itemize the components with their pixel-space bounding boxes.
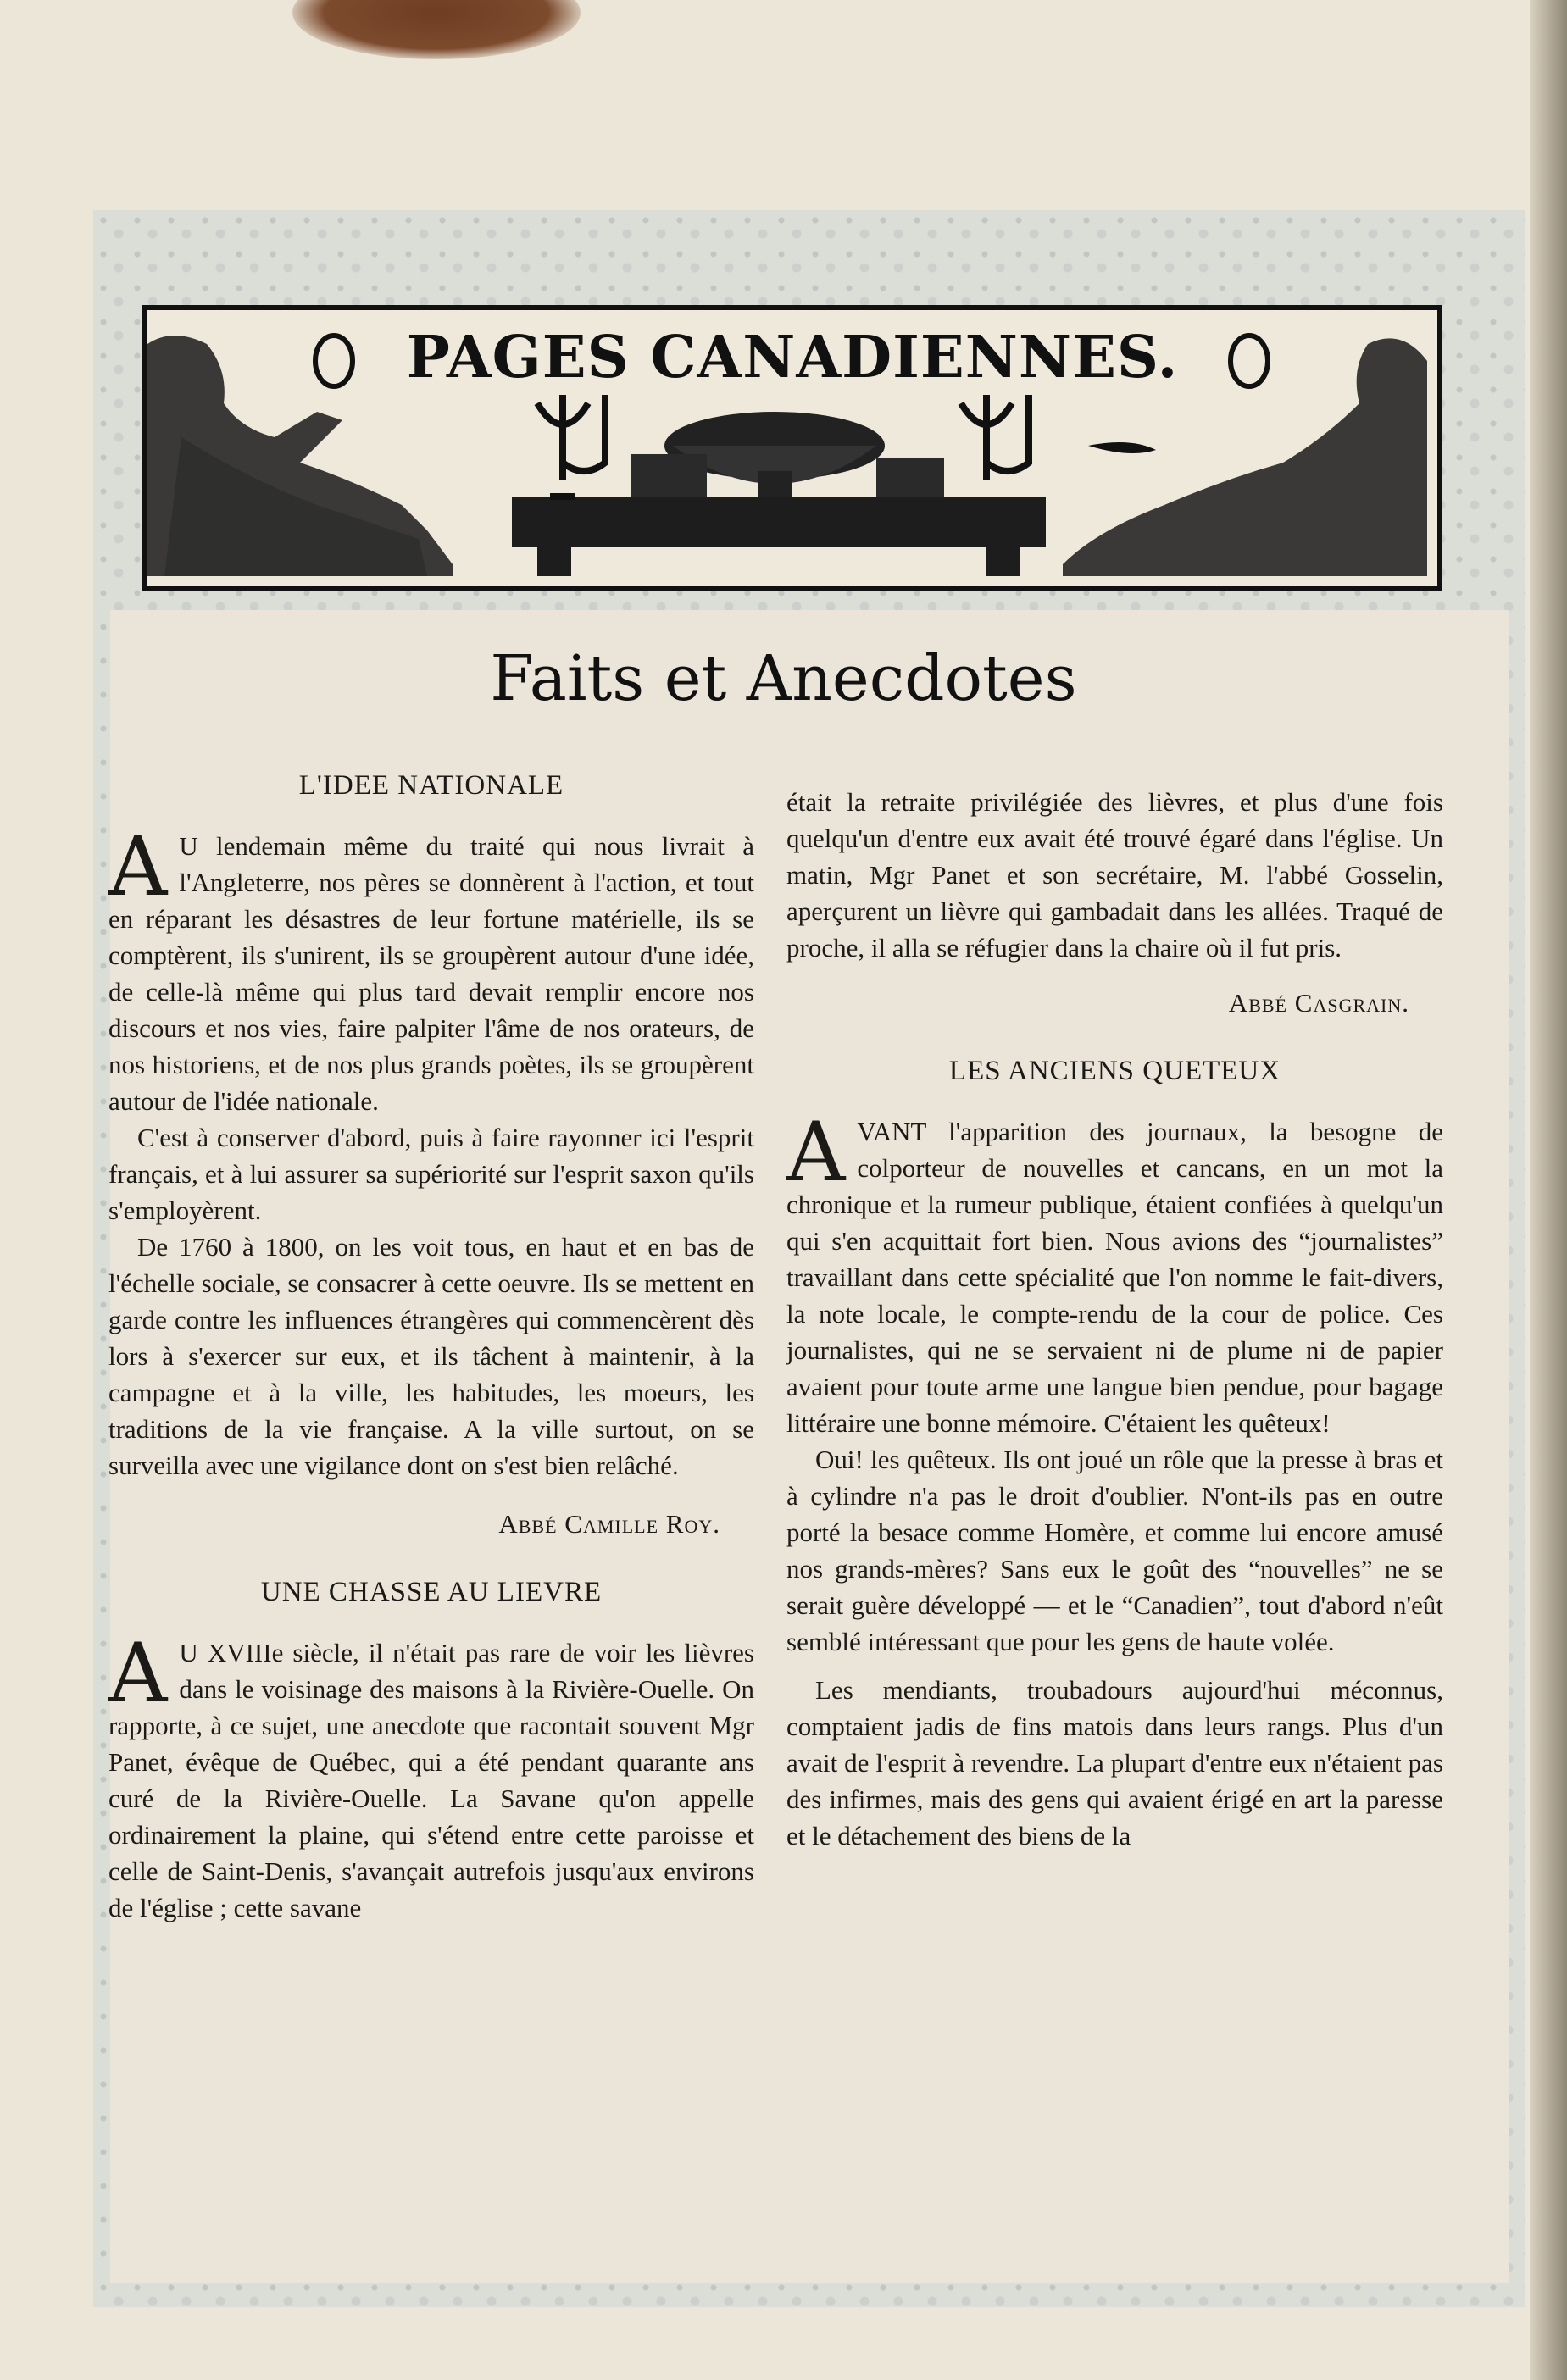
drop-cap: A bbox=[786, 1105, 846, 1200]
article-heading-anciens-queteux: LES ANCIENS QUETEUX bbox=[948, 1056, 1281, 1086]
page-stain bbox=[292, 0, 581, 59]
article-paragraph: Les mendiants, troubadours aujourd'hui méconnus, comptaient jadis de fins matois dans leurs rangs. Plus d'un avait de l'esprit à revendre. La plupart d'entre eux n'étaient pas des infirmes, mais des gens qui avaient érigé en art la paresse et le détachement des biens de la bbox=[786, 1675, 1443, 1850]
article-paragraph-continued: était la retraite privilégiée des lièvres, et plus d'une fois quelqu'un d'entre eux avait été trouvé égaré dans l'église. Un matin, Mgr Panet et son secrétaire, M. l'abbé Gosselin, aperçurent un lièvre qui gambadait dans les allées. Traqué de proche, il alla se réfugier dans la chaire où il fut pris. bbox=[786, 787, 1443, 963]
article-paragraph: Oui! les quêteux. Ils ont joué un rôle que la presse à bras et à cylindre n'a pas le droit d'oublier. N'ont-ils pas en outre porté la besace comme Homère, et comme lui encore amusé nos grands-mères? Sans eux le goût des “nouvelles” ne se serait guère développé — et le “Canadien”, tout d'abord n'eût semblé intéressant que pour les gens de haute volée. bbox=[786, 1445, 1443, 1656]
article-paragraph: C'est à conserver d'abord, puis à faire rayonner ici l'esprit français, et à lui assurer sa supériorité sur l'esprit saxon qu'ils s'employèrent. bbox=[108, 1123, 754, 1225]
drop-cap: A bbox=[108, 819, 168, 914]
article-paragraph: De 1760 à 1800, on les voit tous, en haut et en bas de l'échelle sociale, se consacrer à cette oeuvre. Ils se mettent en garde contre les influences étrangères qui commencèrent dès lors à s'exercer sur eux, et ils tâchent à maintenir, à la campagne et à la ville, les habitudes, les moeurs, les traditions de la vie française. A la ville surtout, on se surveilla avec une vigilance dont on s'est bien relâché. bbox=[108, 1232, 754, 1480]
page-title: Faits et Anecdotes bbox=[490, 642, 1077, 715]
right-column bbox=[786, 784, 1443, 1854]
article-paragraph: A U XVIIIe siècle, il n'était pas rare de voir les lièvres dans le voisinage des maisons à la Rivière-Ouelle. On rapporte, à ce sujet, une anecdote que racontait souvent Mgr Panet, évêque de Québec, qui a été pendant quarante ans curé de la Rivière-Ouelle. La Savane qu'on appelle ordinairement la plaine, qui s'étend entre cette paroisse et celle de Saint-Denis, s'avançait autrefois jusqu'aux environs de l'église ; cette savane bbox=[108, 1626, 754, 1922]
header-banner bbox=[142, 305, 1442, 591]
page-edge bbox=[1530, 0, 1567, 2380]
article-paragraph: AVANT l'apparition des journaux, la besogne de colporteur de nouvelles et cancans, en un mot la chronique et la rumeur publique, étaient confiées à quelqu'un qui s'en acquittait fort bien. Nous avions des “journalistes” travaillant dans cette spécialité que l'on nomme le fait-divers, la note locale, le compte-rendu de la cour de police. Ces journalistes, qui ne se servaient ni de plume ni de papier avaient pour toute arme une langue bien pendue, pour bagage littéraire une bonne mémoire. C'étaient les quêteux! bbox=[786, 1105, 1443, 1438]
article-author: Abbé Casgrain. bbox=[1228, 988, 1409, 1018]
article-paragraph: A U lendemain même du traité qui nous livrait à l'Angleterre, nos pères se donnèrent à l'action, et tout en réparant les désastres de leur fortune matérielle, ils se comptèrent, ils s'unirent, ils se groupèrent autour d'une idée, de celle-là même qui plus tard devait remplir encore nos discours et nos vies, faire palpiter l'âme de nos orateurs, de nos historiens, et de nos plus grands poètes, ils se groupèrent autour de l'idée nationale. bbox=[108, 819, 754, 1116]
article-heading-chasse-au-lievre: UNE CHASSE AU LIEVRE bbox=[260, 1577, 603, 1607]
left-column bbox=[108, 768, 754, 1926]
article-heading-idee-nationale: L'IDEE NATIONALE bbox=[298, 770, 564, 801]
drop-cap: A bbox=[108, 1626, 168, 1721]
article-author: Abbé Camille Roy. bbox=[498, 1509, 720, 1539]
banner-title: PAGES CANADIENNES. bbox=[406, 324, 1179, 391]
